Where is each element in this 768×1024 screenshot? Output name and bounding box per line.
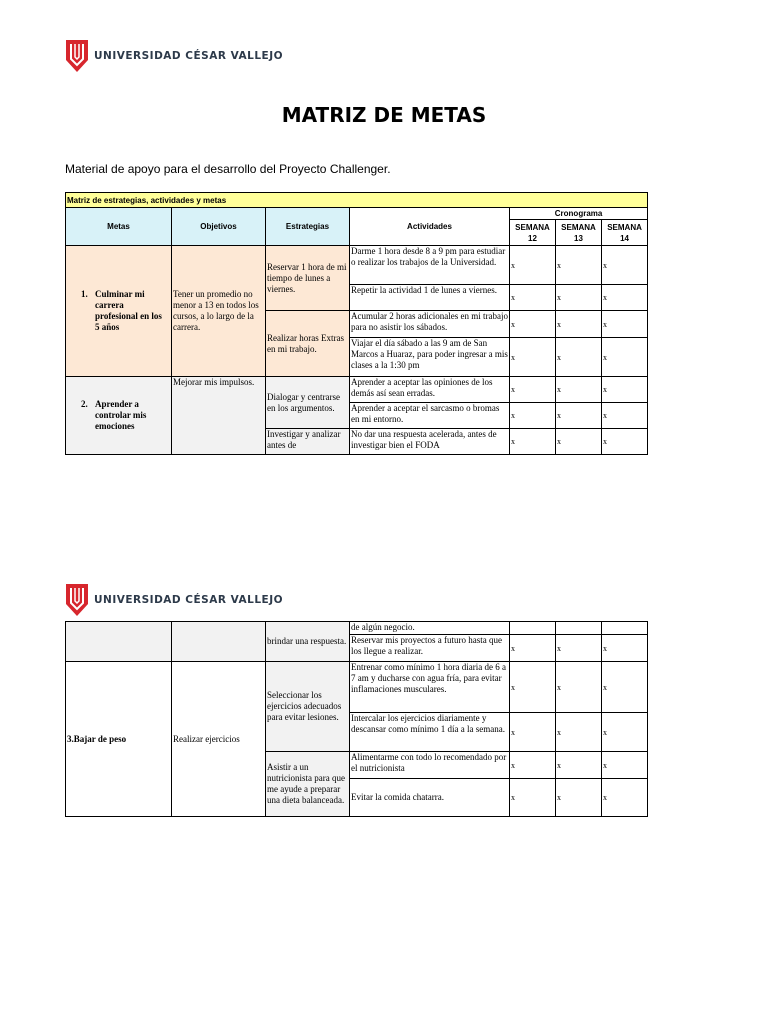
header-semana-13: SEMANA 13 — [556, 220, 602, 246]
mark-cell: x — [602, 403, 648, 429]
mark-cell: x — [602, 429, 648, 455]
mark-cell: x — [556, 246, 602, 285]
goal-3-estrategia-b: Asistir a un nutricionista para que me ayude a preparar una dieta balanceada. — [266, 752, 350, 817]
mark-cell: x — [556, 662, 602, 713]
empty-cell — [602, 622, 648, 635]
goal-1-estrategia-b: Realizar horas Extras en mi trabajo. — [266, 311, 350, 377]
goal-2-actividad-3-continued: de algún negocio. — [350, 622, 510, 635]
mark-cell: x — [602, 662, 648, 713]
mark-cell: x — [510, 752, 556, 779]
page-subtitle: Material de apoyo para el desarrollo del Proyecto Challenger. — [65, 162, 391, 176]
mark-cell: x — [602, 635, 648, 662]
goal-2-number: 2. — [81, 399, 88, 409]
table-row — [66, 622, 648, 635]
goal-1-number: 1. — [81, 289, 88, 299]
university-name: UNIVERSIDAD CÉSAR VALLEJO — [94, 50, 284, 62]
goals-matrix-table-continued — [65, 621, 648, 817]
goal-2-objetivo: Mejorar mis impulsos. — [172, 377, 266, 455]
mark-cell: x — [602, 779, 648, 817]
page-title: MATRIZ DE METAS — [281, 103, 487, 127]
mark-cell: x — [510, 285, 556, 311]
goal-1-actividad-3: Acumular 2 horas adicionales en mi trabajo para no asistir los sábados. — [350, 311, 510, 338]
mark-cell: x — [556, 285, 602, 311]
goal-2-actividad-4: Reservar mis proyectos a futuro hasta que los llegue a realizar. — [350, 635, 510, 662]
goal-2-estrategia-a: Dialogar y centrarse en los argumentos. — [266, 377, 350, 429]
mark-cell: x — [510, 429, 556, 455]
goal-3-actividad-3: Alimentarme con todo lo recomendado por el nutricionista — [350, 752, 510, 779]
goal-3-meta — [66, 662, 172, 817]
mark-cell: x — [556, 403, 602, 429]
university-shield-icon — [66, 40, 88, 72]
goal-2-actividad-2: Aprender a aceptar el sarcasmo o bromas en mi entorno. — [350, 403, 510, 429]
header-semana-12: SEMANA 12 — [510, 220, 556, 246]
goal-2-actividad-1: Aprender a aceptar las opiniones de los demás así sean erradas. — [350, 377, 510, 403]
header-objetivos: Objetivos — [172, 208, 266, 246]
table-row — [66, 662, 648, 713]
header-estrategias: Estrategias — [266, 208, 350, 246]
mark-cell: x — [556, 429, 602, 455]
goal-1-actividad-4: Viajar el día sábado a las 9 am de San Marcos a Huaraz, para poder ingresar a mis clases a la 1:30 pm — [350, 338, 510, 377]
table-row — [66, 377, 648, 403]
mark-cell: x — [510, 246, 556, 285]
mark-cell: x — [556, 779, 602, 817]
goal-2-estrategia-b: Investigar y analizar antes de — [266, 429, 350, 455]
mark-cell: x — [510, 338, 556, 377]
mark-cell: x — [510, 377, 556, 403]
goal-1-estrategia-a: Reservar 1 hora de mi tiempo de lunes a viernes. — [266, 246, 350, 311]
goal-3-objetivo: Realizar ejercicios — [172, 662, 266, 817]
goal-2-actividad-3: No dar una respuesta acelerada, antes de investigar bien el FODA — [350, 429, 510, 455]
mark-cell: x — [602, 285, 648, 311]
university-name: UNIVERSIDAD CÉSAR VALLEJO — [94, 594, 284, 606]
mark-cell: x — [556, 752, 602, 779]
university-logo-page-2 — [66, 584, 283, 616]
mark-cell: x — [602, 338, 648, 377]
header-actividades: Actividades — [350, 208, 510, 246]
goal-1-actividad-2: Repetir la actividad 1 de lunes a viernes. — [350, 285, 510, 311]
empty-cell — [556, 622, 602, 635]
header-cronograma: Cronograma — [510, 208, 648, 220]
university-shield-icon — [66, 584, 88, 616]
goal-2-meta: Aprender a controlar mis emociones — [95, 399, 147, 431]
mark-cell: x — [556, 338, 602, 377]
goal-3-estrategia-a: Seleccionar los ejercicios adecuados para evitar lesiones. — [266, 662, 350, 752]
goal-1-cell — [66, 246, 172, 377]
goal-3-actividad-2: Intercalar los ejercicios diariamente y descansar como mínimo 1 día a la semana. — [350, 713, 510, 752]
table-row — [66, 246, 648, 285]
mark-cell: x — [602, 377, 648, 403]
mark-cell: x — [556, 377, 602, 403]
mark-cell: x — [510, 779, 556, 817]
goal-3-meta-text: 3.Bajar de peso — [67, 733, 127, 744]
goal-2-cell — [66, 377, 172, 455]
goals-matrix-table — [65, 192, 648, 455]
goal-1-meta: Culminar mi carrera profesional en los 5 años — [95, 289, 162, 332]
mark-cell: x — [602, 713, 648, 752]
table-banner: Matriz de estrategias, actividades y metas — [66, 193, 648, 208]
header-metas: Metas — [66, 208, 172, 246]
goal-2-objetivo-continued — [172, 622, 266, 662]
mark-cell: x — [556, 713, 602, 752]
university-logo — [66, 40, 283, 72]
goal-3-actividad-1: Entrenar como mínimo 1 hora diaria de 6 a 7 am y ducharse con agua fría, para evitar inflamaciones musculares. — [350, 662, 510, 713]
mark-cell: x — [510, 635, 556, 662]
mark-cell: x — [602, 246, 648, 285]
mark-cell: x — [510, 311, 556, 338]
mark-cell: x — [556, 635, 602, 662]
goal-1-objetivo: Tener un promedio no menor a 13 en todos los cursos, a lo largo de la carrera. — [172, 246, 266, 377]
goal-2-meta-continued — [66, 622, 172, 662]
header-semana-14: SEMANA 14 — [602, 220, 648, 246]
mark-cell: x — [510, 662, 556, 713]
mark-cell: x — [510, 403, 556, 429]
mark-cell: x — [556, 311, 602, 338]
mark-cell: x — [602, 752, 648, 779]
goal-1-actividad-1: Darme 1 hora desde 8 a 9 pm para estudiar o realizar los trabajos de la Universidad. — [350, 246, 510, 285]
goal-2-estrategia-b-continued: brindar una respuesta. — [266, 622, 350, 662]
empty-cell — [510, 622, 556, 635]
mark-cell: x — [602, 311, 648, 338]
goal-3-actividad-4: Evitar la comida chatarra. — [350, 779, 510, 817]
mark-cell: x — [510, 713, 556, 752]
